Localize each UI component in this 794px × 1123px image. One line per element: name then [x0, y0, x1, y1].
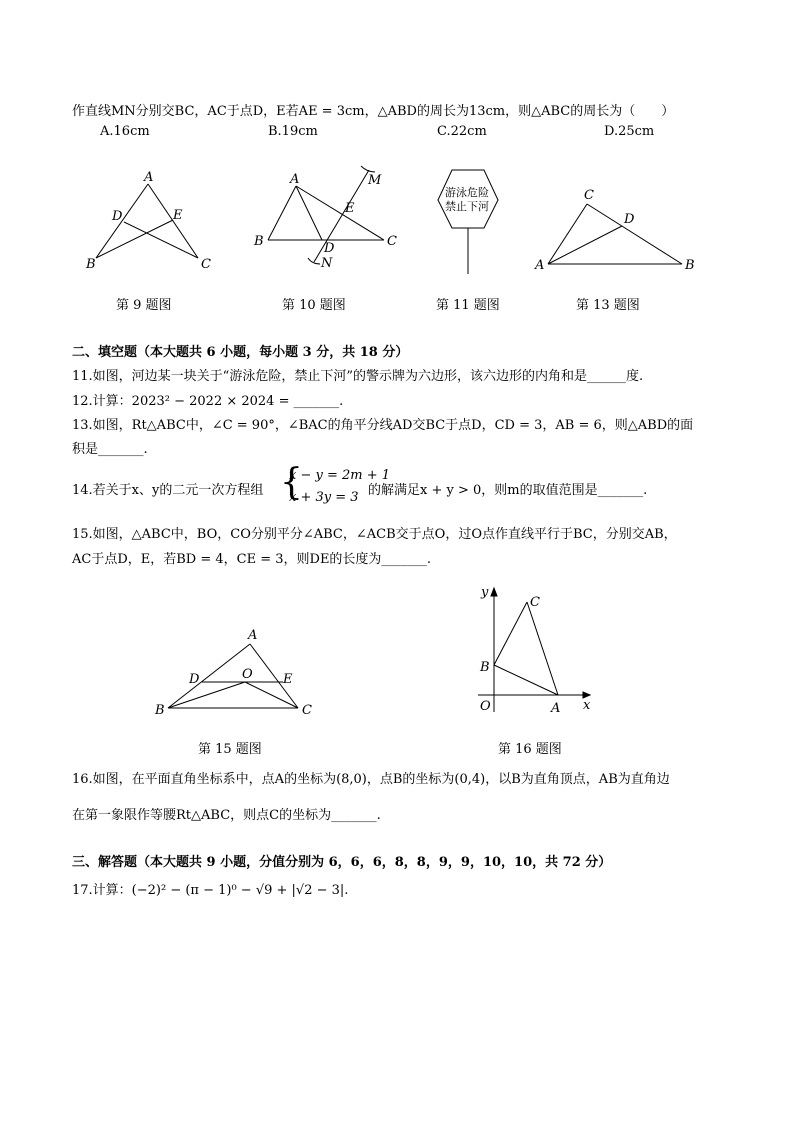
section3-title: 三、解答题（本大题共 9 小题，分值分别为 6，6，6，8，8，9，9，10，10，共 72 分）: [72, 855, 612, 870]
q10-option-d: D.25cm: [604, 124, 655, 139]
fig10-label-b: B: [254, 234, 264, 249]
fig9-label-a: A: [144, 170, 154, 185]
fig9-label-d: D: [112, 209, 123, 224]
fig10-label-e: E: [345, 201, 355, 216]
fig13-label-b: B: [685, 258, 695, 273]
fig13-caption: 第 13 题图: [576, 298, 640, 313]
fig13-label-a: A: [535, 258, 545, 273]
q15-line2: AC于点D，E，若BD = 4，CE = 3，则DE的长度为_______.: [72, 552, 432, 567]
fig13-label-c: C: [584, 188, 594, 203]
fig9-label-b: B: [86, 257, 96, 272]
fig10-label-m: M: [368, 173, 382, 188]
fig15-label-o: O: [242, 667, 253, 682]
q14-suffix: 的解满足x + y > 0，则m的取值范围是_______.: [368, 483, 648, 498]
q13-line1: 13.如图，Rt△ABC中，∠C = 90°，∠BAC的角平分线AD交BC于点D，CD = 3，AB = 6，则△ABD的面: [72, 418, 694, 433]
q13-line2: 积是_______.: [72, 442, 148, 457]
fig9-label-e: E: [173, 208, 183, 223]
q10-option-c: C.22cm: [437, 124, 487, 139]
q17: 17.计算：(−2)² − (π − 1)⁰ − √9 + |√2 − 3|.: [72, 883, 349, 898]
fig15-label-e: E: [283, 672, 293, 687]
sign-text-line1: 游泳危险: [445, 186, 489, 199]
q16-line1: 16.如图，在平面直角坐标系中，点A的坐标为(8,0)，点B的坐标为(0,4)，以B为直角顶点，AB为直角边: [72, 772, 670, 787]
fig15-label-a: A: [248, 628, 258, 643]
q15-line1: 15.如图，△ABC中，BO，CO分别平分∠ABC，∠ACB交于点O，过O点作直线平行于BC，分别交AB，: [72, 527, 677, 542]
section2-title: 二、填空题（本大题共 6 小题，每小题 3 分，共 18 分）: [72, 345, 409, 360]
fig15-label-c: C: [302, 703, 312, 718]
q10-option-a: A.16cm: [100, 124, 150, 139]
fig16-label-o: O: [480, 699, 491, 714]
figure-13: [548, 204, 682, 264]
fig15-label-b: B: [155, 703, 165, 718]
fig9-caption: 第 9 题图: [116, 298, 172, 313]
q14-prefix: 14.若关于x、y的二元一次方程组: [72, 483, 264, 498]
q14-equation-2: x + 3y = 3: [289, 490, 359, 505]
fig15-label-d: D: [189, 672, 200, 687]
fig13-label-d: D: [624, 212, 635, 227]
fig16-label-b: B: [480, 660, 490, 675]
fig15-caption: 第 15 题图: [198, 742, 262, 757]
fig16-label-x: x: [583, 698, 591, 713]
q10-stem: 作直线MN分别交BC，AC于点D，E若AE = 3cm，△ABD的周长为13cm，则△ABC的周长为（ ）: [72, 104, 675, 119]
q14-system-brace: {: [280, 462, 303, 503]
q10-option-b: B.19cm: [268, 124, 318, 139]
fig10-label-c: C: [387, 234, 397, 249]
figure-15: [168, 644, 298, 708]
q16-line2: 在第一象限作等腰Rt△ABC，则点C的坐标为_______.: [72, 808, 381, 823]
q14-equation-1: x − y = 2m + 1: [289, 468, 391, 483]
fig16-label-y: y: [481, 585, 489, 600]
fig16-label-c: C: [530, 595, 540, 610]
fig10-label-n: N: [321, 256, 333, 271]
fig10-caption: 第 10 题图: [282, 298, 346, 313]
q12: 12.计算：2023² − 2022 × 2024 = _______.: [72, 394, 344, 409]
fig11-caption: 第 11 题图: [436, 298, 500, 313]
fig9-label-c: C: [201, 257, 211, 272]
fig10-label-a: A: [290, 172, 300, 187]
fig10-label-d: D: [324, 241, 335, 256]
q11: 11.如图，河边某一块关于“游泳危险，禁止下河”的警示牌为六边形，该六边形的内角和是______度.: [72, 369, 644, 384]
fig16-caption: 第 16 题图: [498, 742, 562, 757]
fig16-label-a: A: [551, 701, 561, 716]
sign-text-line2: 禁止下河: [445, 200, 489, 213]
